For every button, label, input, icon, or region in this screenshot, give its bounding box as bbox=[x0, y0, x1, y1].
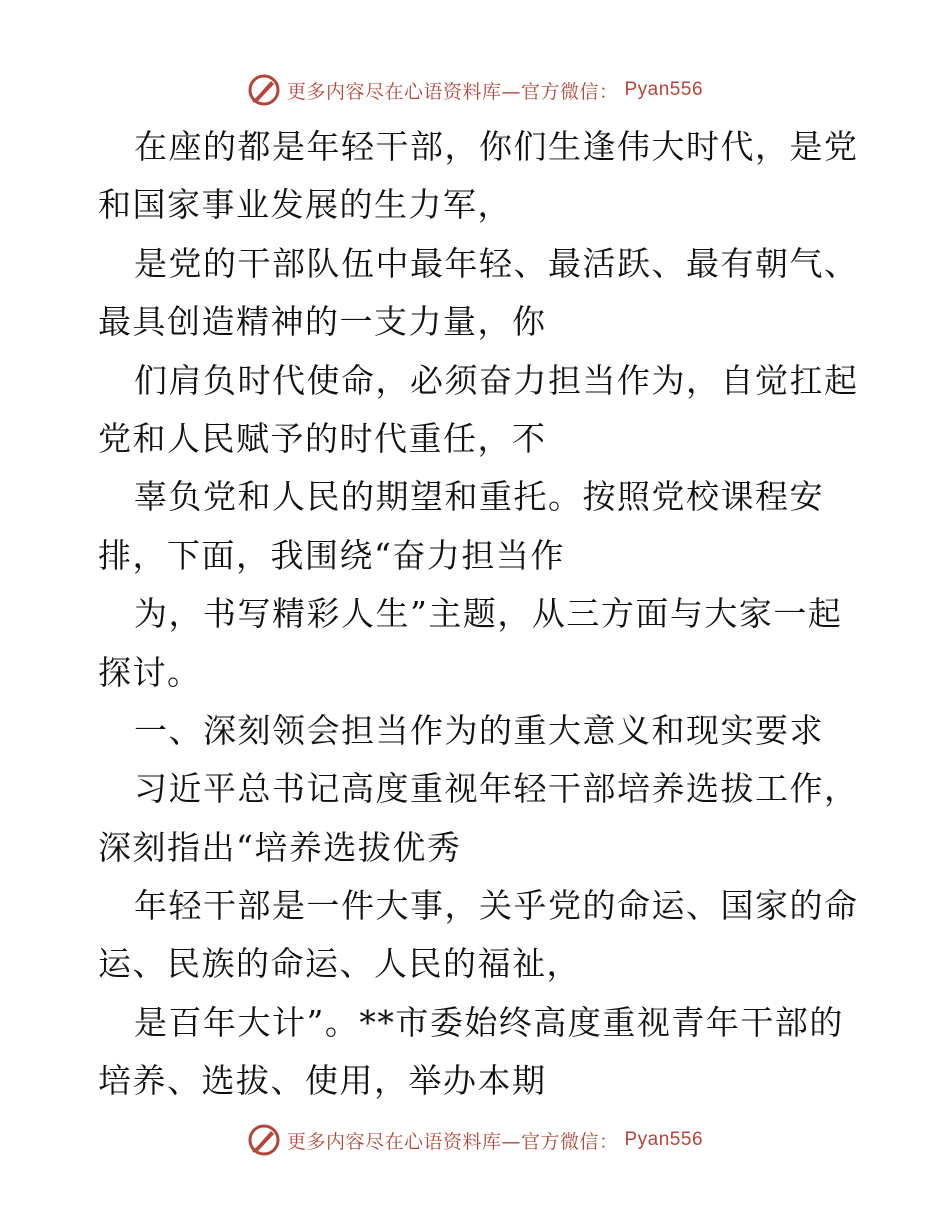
footer-watermark bbox=[0, 1120, 950, 1160]
body-line: 年轻干部是一件大事，关乎党的命运、国家的命 bbox=[134, 886, 859, 926]
body-line: 深刻指出“培养选拔优秀 bbox=[98, 827, 462, 867]
body-line: 排，下面，我围绕“奋力担当作 bbox=[98, 535, 565, 575]
watermark-wechat-id: Pyan556 bbox=[624, 79, 704, 100]
body-line: 为，书写精彩人生”主题，从三方面与大家一起 bbox=[134, 594, 843, 634]
watermark-wechat-id: Pyan556 bbox=[624, 1129, 704, 1150]
body-line: 辜负党和人民的期望和重托。按照党校课程安 bbox=[134, 477, 824, 517]
watermark-text: 更多内容尽在心语资料库—官方微信： bbox=[286, 80, 619, 103]
body-line: 们肩负时代使命，必须奋力担当作为，自觉扛起 bbox=[134, 360, 859, 400]
watermark-text: 更多内容尽在心语资料库—官方微信： bbox=[286, 1130, 619, 1153]
body-line: 是党的干部队伍中最年轻、最活跃、最有朝气、 bbox=[134, 243, 859, 283]
quill-logo-icon bbox=[247, 73, 281, 107]
body-line: 习近平总书记高度重视年轻干部培养选拔工作， bbox=[134, 769, 859, 809]
body-line: 党和人民赋予的时代重任，不 bbox=[98, 418, 547, 458]
header-watermark bbox=[0, 70, 950, 110]
body-line: 在座的都是年轻干部，你们生逢伟大时代，是党 bbox=[134, 127, 859, 166]
document-body bbox=[98, 118, 858, 1111]
body-line: 最具创造精神的一支力量，你 bbox=[98, 302, 547, 342]
body-line: 是百年大计”。**市委始终高度重视青年干部的 bbox=[134, 1002, 844, 1042]
quill-logo-icon bbox=[247, 1123, 281, 1157]
body-line: 一、深刻领会担当作为的重大意义和现实要求 bbox=[134, 710, 824, 750]
body-line: 运、民族的命运、人民的福祉， bbox=[98, 944, 581, 984]
body-line: 探讨。 bbox=[98, 652, 202, 692]
body-line: 培养、选拔、使用，举办本期 bbox=[98, 1061, 547, 1101]
body-line: 和国家事业发展的生力军， bbox=[98, 185, 512, 225]
